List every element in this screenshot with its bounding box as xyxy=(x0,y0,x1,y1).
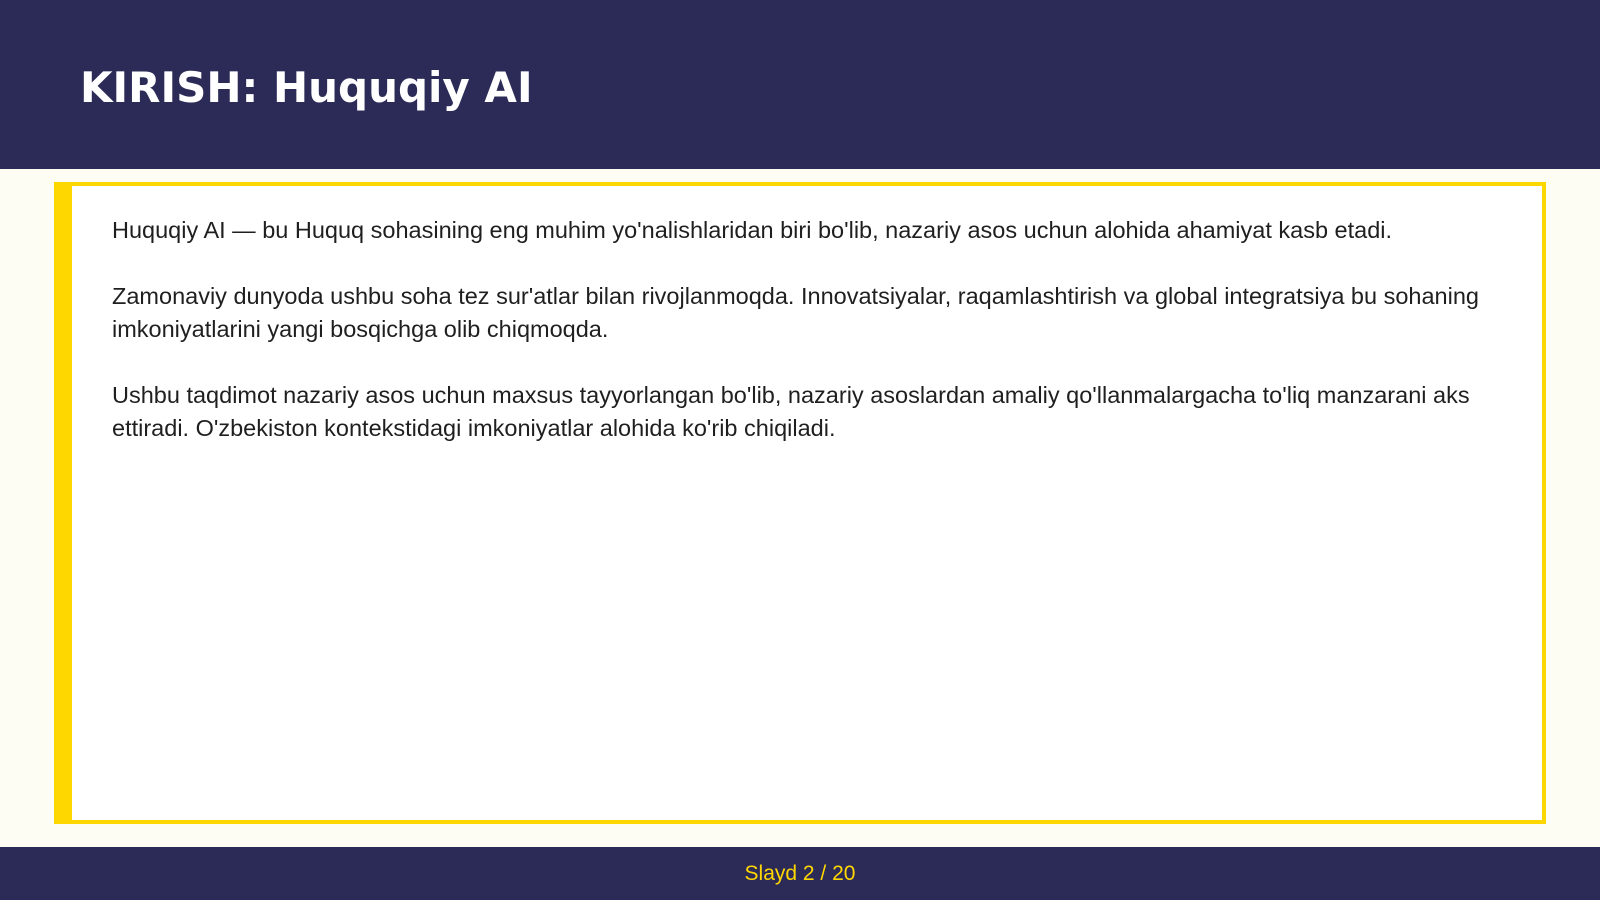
content-body xyxy=(112,214,1512,478)
slide-header xyxy=(0,0,1600,169)
slide-number: Slayd 2 / 20 xyxy=(744,862,856,885)
paragraph-1: Huquqiy AI — bu Huquq sohasining eng muhim yo'nalishlaridan biri bo'lib, nazariy asos uchun alohida ahamiyat kasb etadi. xyxy=(112,217,1393,243)
paragraph-2: Zamonaviy dunyoda ushbu soha tez sur'atlar bilan rivojlanmoqda. Innovatsiyalar, raqamlashtirish va global integratsiya bu sohaning imkoniyatlarini yangi bosqichga olib chiqmoqda. xyxy=(112,283,1479,342)
slide-footer xyxy=(0,847,1600,900)
slide-title: KIRISH: Huquqiy AI xyxy=(80,63,533,112)
paragraph-3: Ushbu taqdimot nazariy asos uchun maxsus tayyorlangan bo'lib, nazariy asoslardan amaliy qo'llanmalargacha to'liq manzarani aks ettiradi. O'zbekiston kontekstidagi imkoniyatlar alohida ko'rib chiqiladi. xyxy=(112,382,1470,441)
content-card xyxy=(54,182,1546,824)
